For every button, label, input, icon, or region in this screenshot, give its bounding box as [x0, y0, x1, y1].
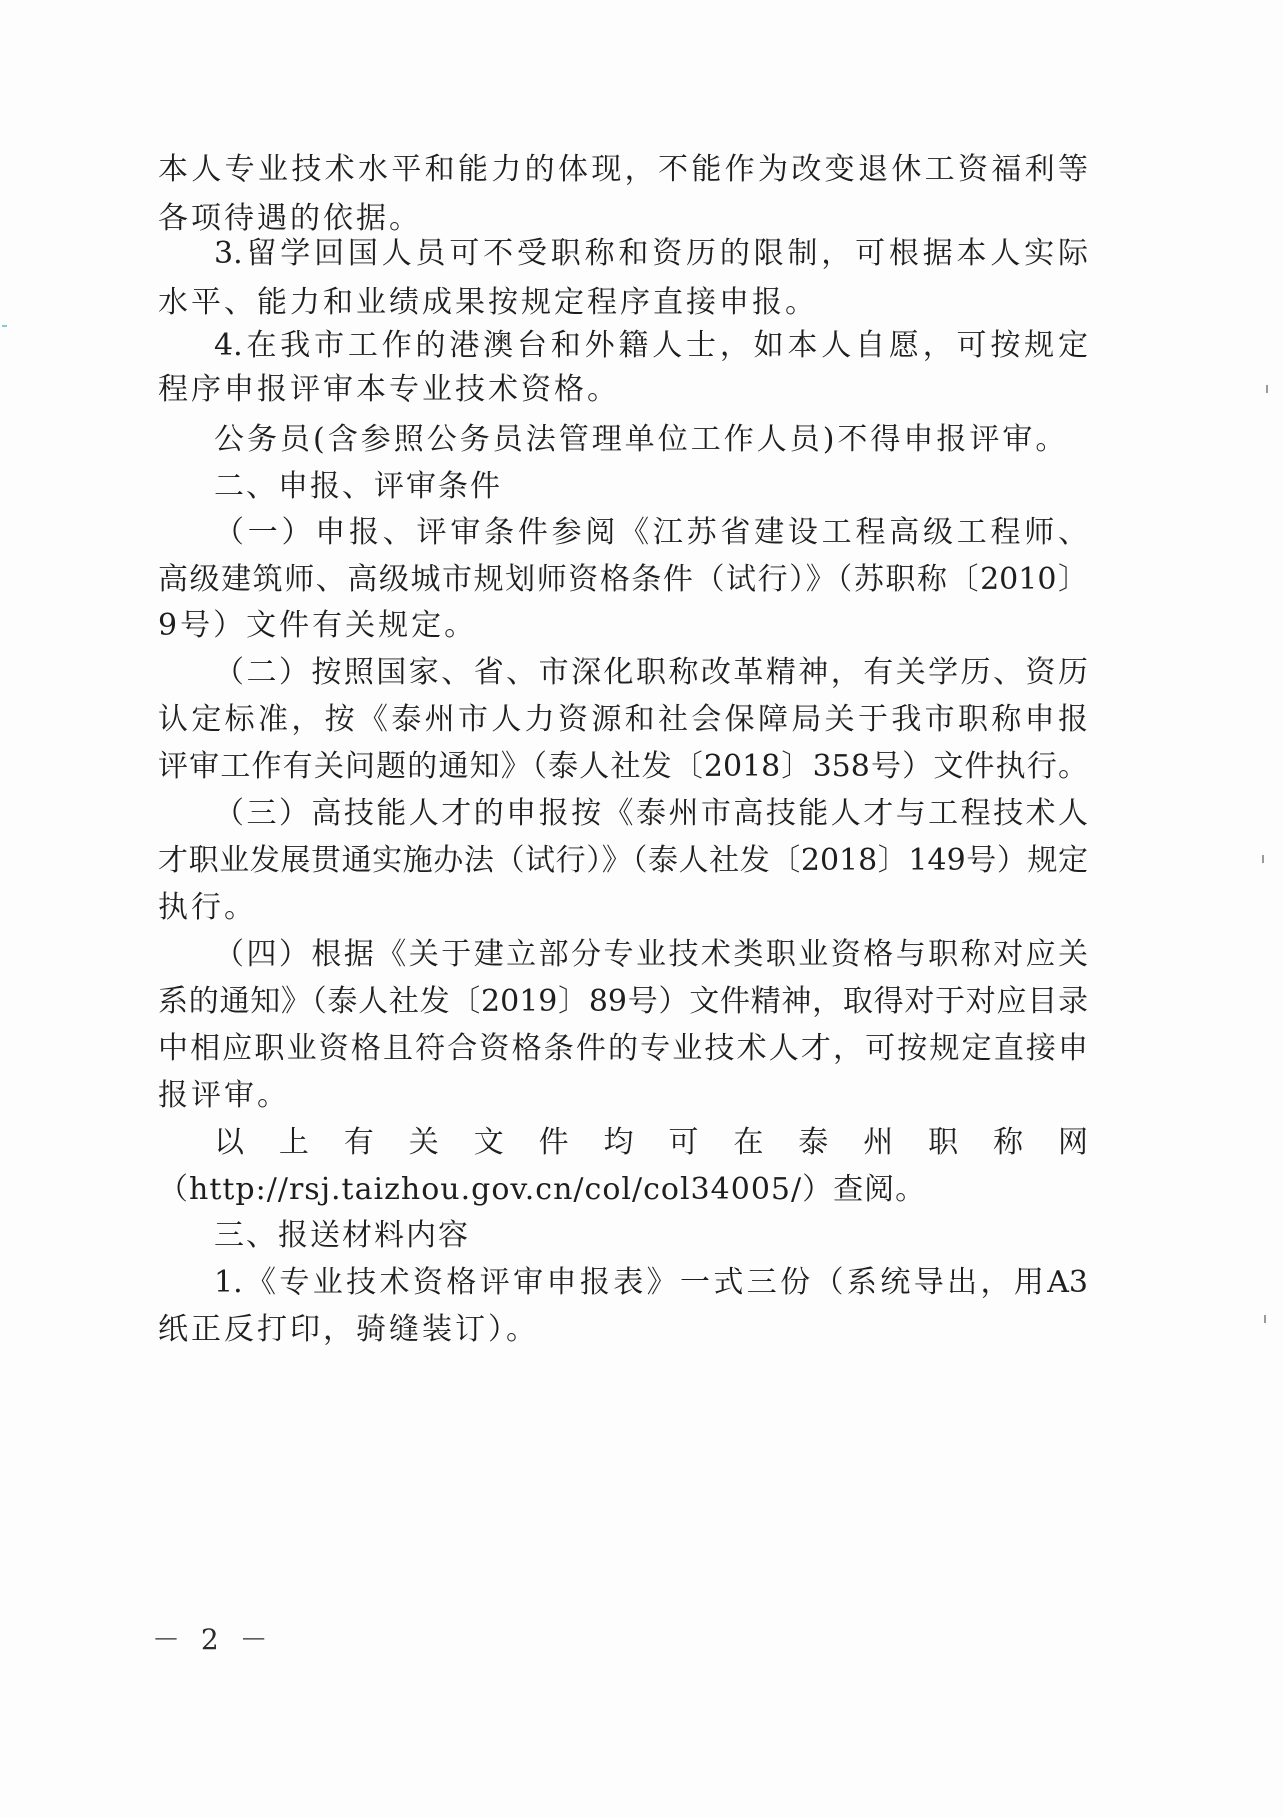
body-line: 4.在我市工作的港澳台和外籍人士，如本人自愿，可按规定 — [214, 328, 1088, 363]
body-line: 3.留学回国人员可不受职称和资历的限制，可根据本人实际 — [214, 236, 1088, 271]
body-line: 以上有关文件均可在泰州职称网 — [214, 1125, 1088, 1160]
body-line: 系的通知》（泰人社发〔2019〕89号）文件精神，取得对于对应目录 — [158, 984, 1088, 1019]
body-line: 认定标准，按《泰州市人力资源和社会保障局关于我市职称申报 — [158, 702, 1088, 737]
body-line: 各项待遇的依据。 — [158, 201, 422, 236]
body-line: 报评审。 — [158, 1078, 290, 1113]
body-line: 水平、能力和业绩成果按规定程序直接申报。 — [158, 285, 818, 320]
body-line: 中相应职业资格且符合资格条件的专业技术人才，可按规定直接申 — [158, 1031, 1088, 1066]
body-line: 高级建筑师、高级城市规划师资格条件（试行）》（苏职称〔2010〕 — [158, 562, 1088, 597]
scan-mark — [1264, 1315, 1266, 1323]
body-line: 程序申报评审本专业技术资格。 — [158, 372, 620, 407]
section-heading-2: 二、申报、评审条件 — [214, 469, 502, 504]
body-line: 才职业发展贯通实施办法（试行）》（泰人社发〔2018〕149号）规定 — [158, 843, 1088, 878]
body-line: （一）申报、评审条件参阅《江苏省建设工程高级工程师、 — [214, 515, 1088, 550]
scan-mark — [1262, 855, 1264, 863]
body-line: （二）按照国家、省、市深化职称改革精神，有关学历、资历 — [214, 655, 1088, 690]
body-line: 纸正反打印，骑缝装订）。 — [158, 1312, 539, 1347]
scan-mark — [1266, 385, 1268, 393]
body-line: （三）高技能人才的申报按《泰州市高技能人才与工程技术人 — [214, 796, 1088, 831]
page-number: － 2 － — [152, 1623, 274, 1656]
url-line: （http://rsj.taizhou.gov.cn/col/col34005/）查阅。 — [158, 1172, 927, 1207]
body-line: 评审工作有关问题的通知》（泰人社发〔2018〕358号）文件执行。 — [158, 749, 1088, 784]
body-line: 执行。 — [158, 890, 257, 925]
body-line: （四）根据《关于建立部分专业技术类职业资格与职称对应关 — [214, 937, 1088, 972]
body-line: 1.《专业技术资格评审申报表》一式三份（系统导出，用A3 — [214, 1265, 1088, 1300]
body-line: 公务员(含参照公务员法管理单位工作人员)不得申报评审。 — [214, 422, 1069, 457]
body-line: 本人专业技术水平和能力的体现，不能作为改变退休工资福利等 — [158, 152, 1088, 187]
section-heading-3: 三、报送材料内容 — [214, 1218, 470, 1253]
body-line: 9号）文件有关规定。 — [158, 608, 478, 643]
scan-mark — [2, 325, 7, 327]
